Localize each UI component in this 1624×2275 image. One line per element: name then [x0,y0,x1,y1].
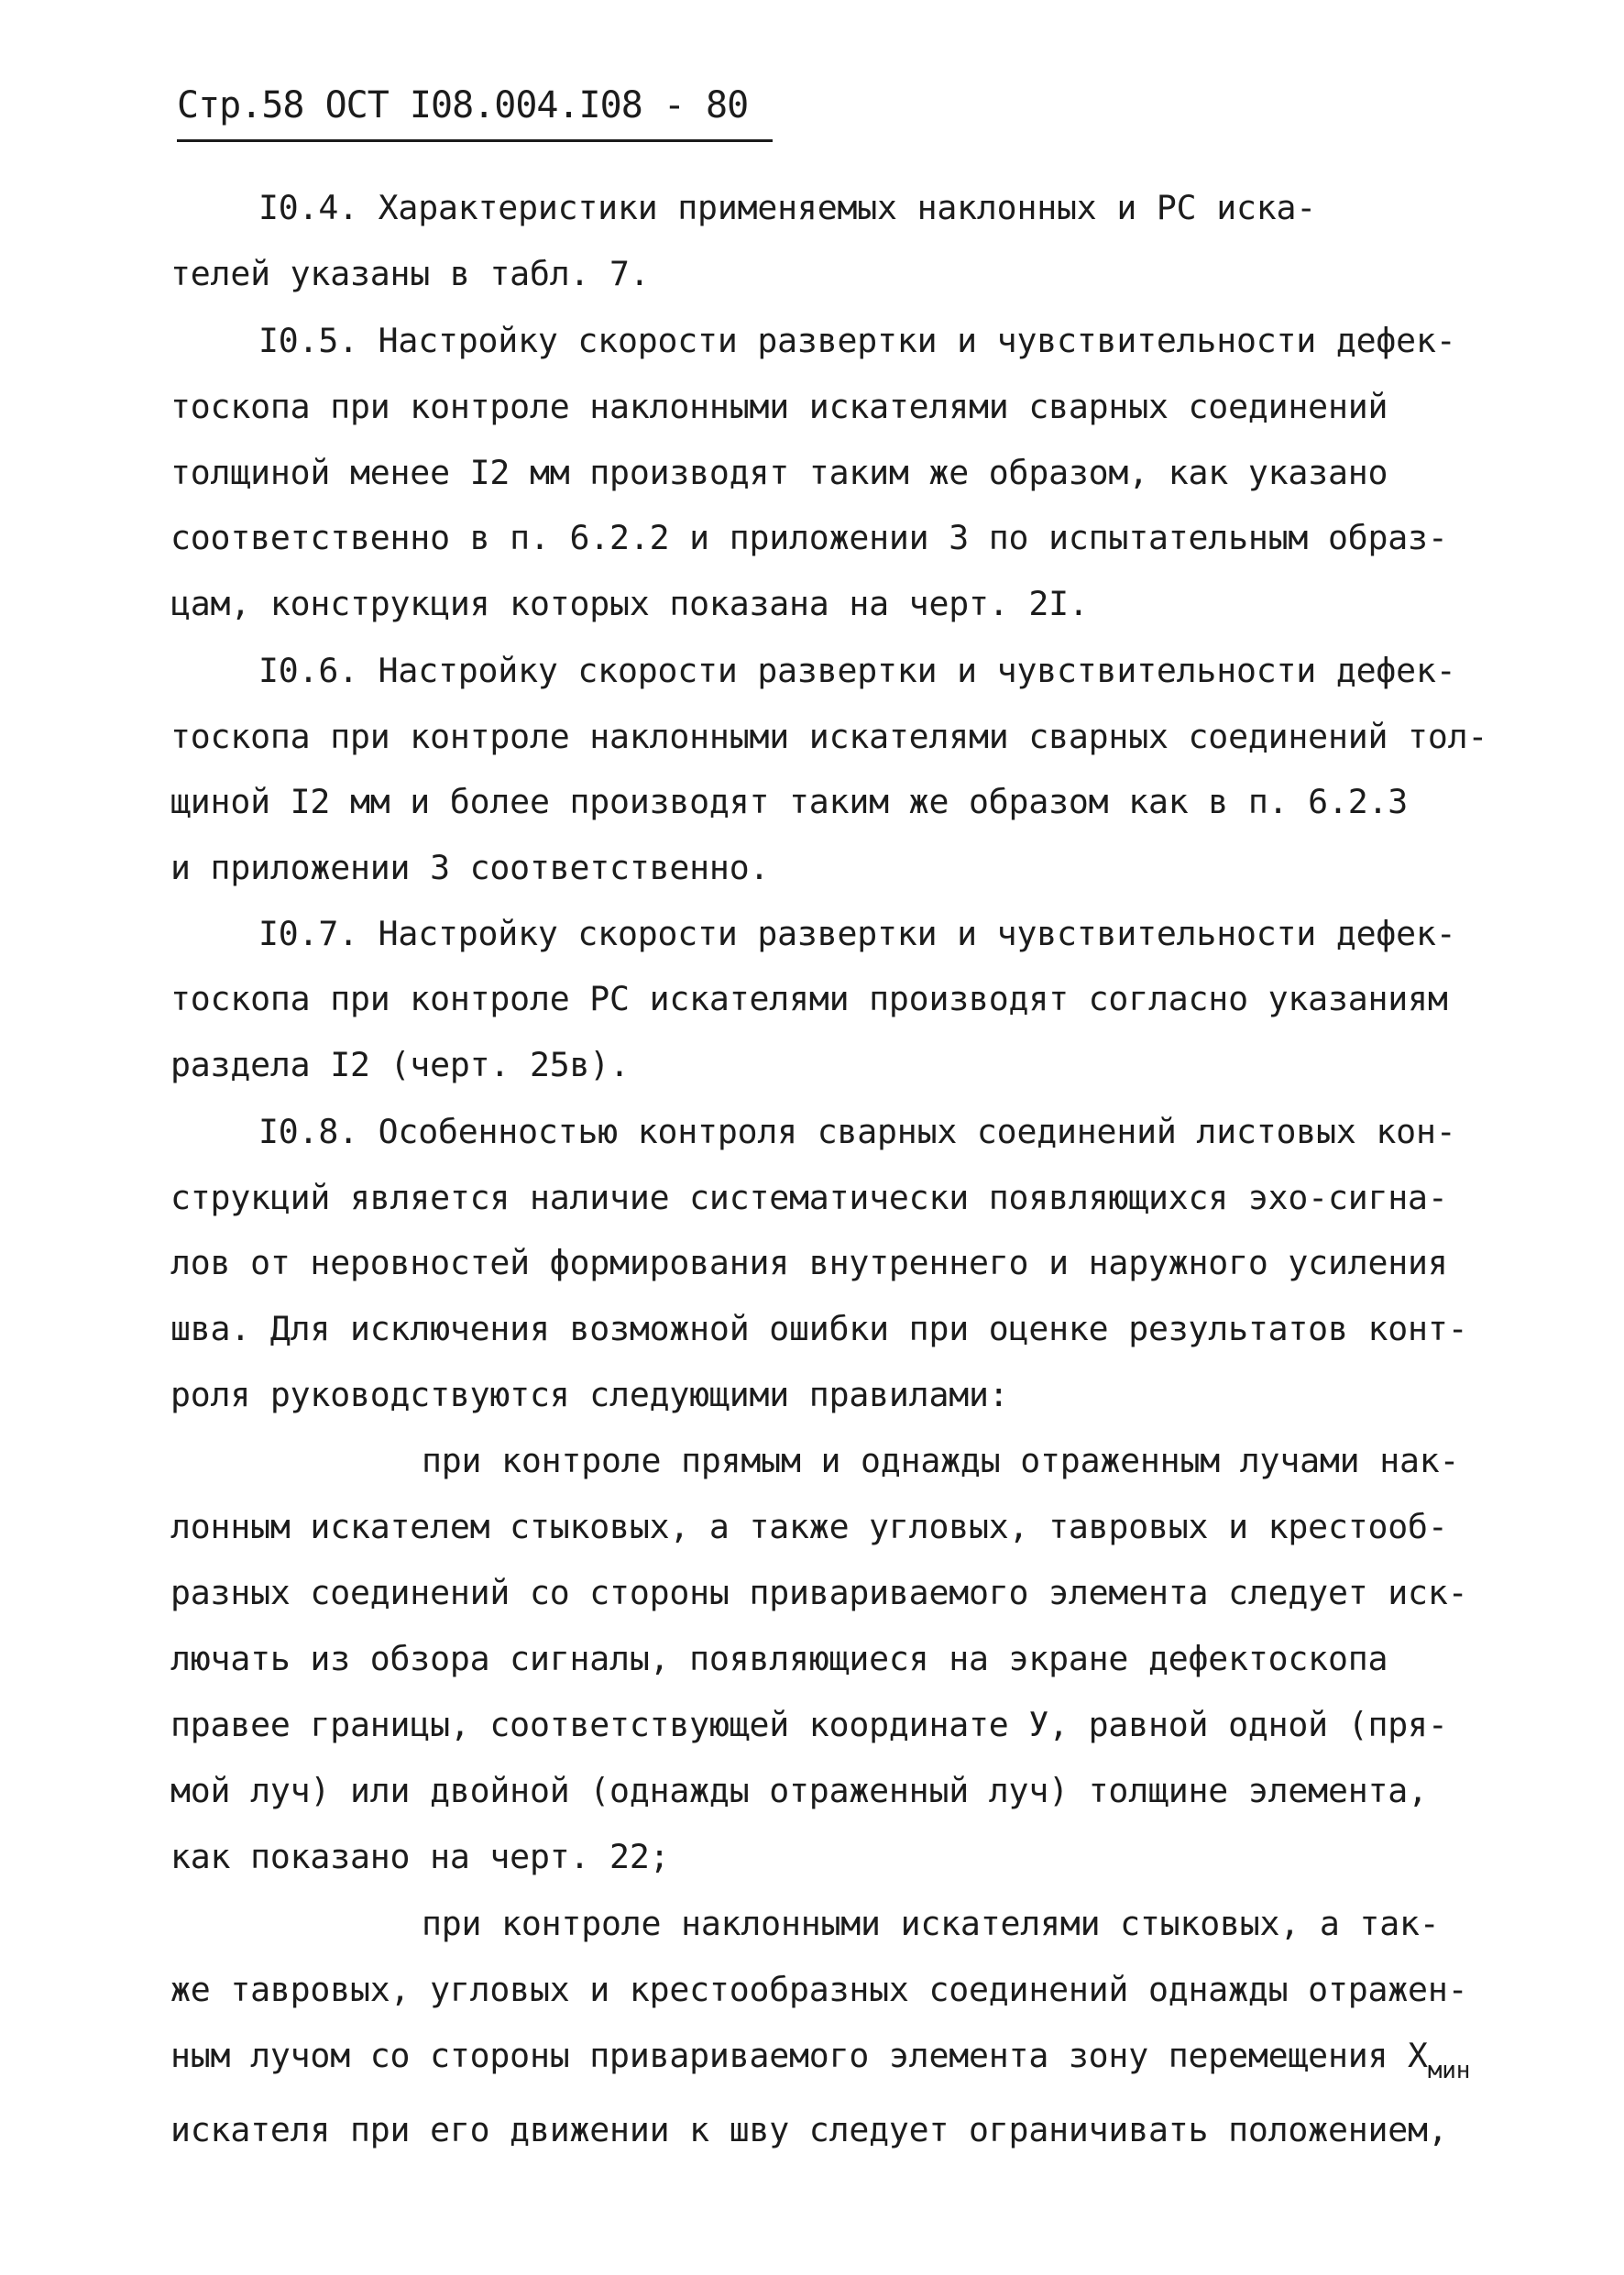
text-line: І0.6. Настройку скорости развертки и чувствительности дефек- [258,651,1456,690]
text-line: при контроле наклонными искателями стыковых, а так- [422,1904,1440,1943]
text-line: лючать из обзора сигналы, появляющиеся на экране дефектоскопа [170,1639,1388,1678]
text-line: роля руководствуются следующими правилами: [170,1375,1009,1414]
text-line: І0.7. Настройку скорости развертки и чувствительности дефек- [258,914,1456,953]
text-line: же тавровых, угловых и крестообразных соединений однажды отражен- [170,1970,1468,2009]
subscript-min: мин [1427,2057,1471,2084]
text-line: щиной І2 мм и более производят таким же образом как в п. 6.2.3 [170,782,1409,821]
text-line: раздела І2 (черт. 25в). [170,1045,630,1084]
text-line: при контроле прямым и однажды отраженным лучами нак- [422,1441,1460,1480]
text-line-with-subscript [170,2036,1471,2084]
text-line: лонным искателем стыковых, а также угловых, тавровых и крестооб- [170,1507,1448,1546]
text-line: лов от неровностей формирования внутреннего и наружного усиления [170,1243,1448,1282]
text-line: соответственно в п. 6.2.2 и приложении 3 по испытательным образ- [170,518,1448,557]
text-line: как показано на черт. 22; [170,1837,670,1876]
text-line: тоскопа при контроле РС искателями производят согласно указаниям [170,979,1448,1018]
text-line: телей указаны в табл. 7. [170,254,650,293]
text-line: струкций является наличие систематически появляющихся эхо-сигна- [170,1178,1448,1217]
page-header: Стр.58 ОСТ І08.004.І08 - 80 [177,84,773,142]
text-line: разных соединений со стороны привариваемого элемента следует иск- [170,1573,1468,1612]
text-line: І0.5. Настройку скорости развертки и чувствительности дефек- [258,321,1456,360]
text-line: тоскопа при контроле наклонными искателями сварных соединений [170,387,1388,426]
text-line: и приложении 3 соответственно. [170,848,770,887]
text-line: мой луч) или двойной (однажды отраженный луч) толщине элемента, [170,1771,1428,1810]
text-line: тоскопа при контроле наклонными искателями сварных соединений тол- [170,717,1488,756]
text-line: цам, конструкция которых показана на черт. 2І. [170,584,1089,623]
text-line: І0.4. Характеристики применяемых наклонных и РС иска- [258,188,1317,227]
text-line: ным лучом со стороны привариваемого элемента зону перемещения X [170,2036,1428,2075]
text-line: искателя при его движении к шву следует ограничивать положением, [170,2110,1448,2149]
text-line: І0.8. Особенностью контроля сварных соединений листовых кон- [258,1112,1456,1151]
text-line: шва. Для исключения возможной ошибки при оценке результатов конт- [170,1309,1468,1348]
text-line: правее границы, соответствующей координате У, равной одной (пря- [170,1705,1448,1744]
text-line: толщиной менее І2 мм производят таким же образом, как указано [170,453,1388,492]
